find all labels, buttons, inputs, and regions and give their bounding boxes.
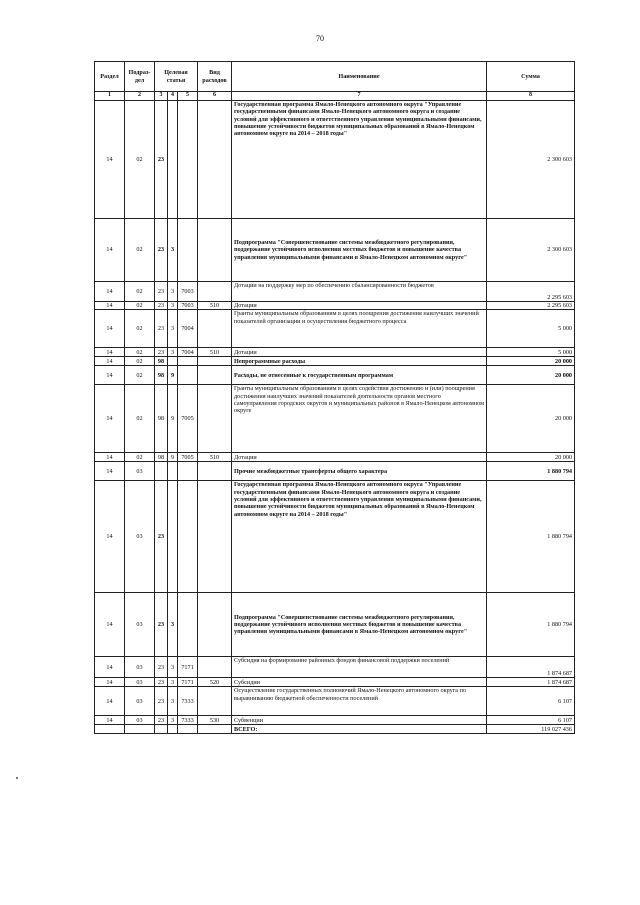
table-row <box>95 678 575 687</box>
amount-cell: 2 295 603 <box>487 302 575 310</box>
subsection-cell: 02 <box>125 366 155 385</box>
name-cell: Государственная программа Ямало-Ненецкого автономного округа "Управление государственными финансами Ямало-Ненецкого автономного округа и создание условий для эффективного и ответственного управления муниципальными финансами, повышение устойчивости бюджетов муниципальных образований в Ямало-Ненецком автономном округе на 2014 – 2018 годы" <box>232 481 487 593</box>
target-subprogram-cell: 3 <box>168 678 178 687</box>
header-expense-type: Вид расходов <box>198 62 232 92</box>
target-direction-cell: 7004 <box>178 348 198 357</box>
empty-cell <box>168 725 178 734</box>
amount-cell: 2 300 603 <box>487 101 575 219</box>
subsection-cell: 03 <box>125 657 155 678</box>
target-direction-cell: 7003 <box>178 302 198 310</box>
subsection-cell: 03 <box>125 593 155 657</box>
amount-cell: 6 107 <box>487 687 575 716</box>
section-cell: 14 <box>95 678 125 687</box>
table-row <box>95 481 575 593</box>
subsection-cell: 03 <box>125 462 155 481</box>
name-cell: Дотации <box>232 453 487 462</box>
section-cell: 14 <box>95 219 125 282</box>
target-subprogram-cell: 3 <box>168 302 178 310</box>
total-row <box>95 725 575 734</box>
subsection-cell: 02 <box>125 348 155 357</box>
header-target-item: Целевая статья <box>155 62 198 92</box>
column-number: 2 <box>125 92 155 101</box>
column-number: 7 <box>232 92 487 101</box>
column-number: 3 <box>155 92 168 101</box>
section-cell: 14 <box>95 453 125 462</box>
target-direction-cell <box>178 219 198 282</box>
total-amount: 119 027 436 <box>487 725 575 734</box>
target-program-cell: 23 <box>155 101 168 219</box>
section-cell: 14 <box>95 101 125 219</box>
target-subprogram-cell <box>168 357 178 366</box>
target-program-cell: 23 <box>155 593 168 657</box>
column-number: 5 <box>178 92 198 101</box>
section-cell: 14 <box>95 357 125 366</box>
target-direction-cell <box>178 357 198 366</box>
expense-type-cell <box>198 310 232 348</box>
target-direction-cell: 7171 <box>178 657 198 678</box>
name-cell: Подпрограмма "Совершенствование системы межбюджетного регулирования, поддержание устойчивого исполнения местных бюджетов и повышение качества управления муниципальными финансами в Ямало-Ненецком автономном округе" <box>232 219 487 282</box>
section-cell: 14 <box>95 302 125 310</box>
subsection-cell: 03 <box>125 716 155 725</box>
section-cell: 14 <box>95 310 125 348</box>
subsection-cell: 02 <box>125 453 155 462</box>
amount-cell: 5 000 <box>487 348 575 357</box>
table-row <box>95 453 575 462</box>
section-cell: 14 <box>95 282 125 302</box>
section-cell: 14 <box>95 348 125 357</box>
target-direction-cell <box>178 366 198 385</box>
name-cell: Гранты муниципальным образованиям в целях поощрения достижения наилучших значений показателей организации и осуществления бюджетного процесса <box>232 310 487 348</box>
expense-type-cell: 520 <box>198 678 232 687</box>
name-cell: Субсидии <box>232 678 487 687</box>
header-subsection: Подраз-дел <box>125 62 155 92</box>
column-number: 1 <box>95 92 125 101</box>
expense-type-cell <box>198 101 232 219</box>
target-program-cell: 98 <box>155 385 168 453</box>
name-cell: Государственная программа Ямало-Ненецкого автономного округа "Управление государственными финансами Ямало-Ненецкого автономного округа и создание условий для эффективного и ответственного управления муниципальными финансами, повышение устойчивости бюджетов муниципальных образований в Ямало-Ненецком автономном округе на 2014 – 2018 годы" <box>232 101 487 219</box>
expense-type-cell <box>198 462 232 481</box>
column-number: 6 <box>198 92 232 101</box>
table-row <box>95 302 575 310</box>
table-row <box>95 593 575 657</box>
empty-cell <box>125 725 155 734</box>
target-program-cell: 23 <box>155 657 168 678</box>
table-header-row <box>95 62 575 92</box>
column-numbers-row <box>95 92 575 101</box>
expense-type-cell <box>198 282 232 302</box>
table-row <box>95 219 575 282</box>
table-row <box>95 348 575 357</box>
target-direction-cell: 7333 <box>178 687 198 716</box>
section-cell: 14 <box>95 366 125 385</box>
target-program-cell: 23 <box>155 282 168 302</box>
target-program-cell: 23 <box>155 310 168 348</box>
expense-type-cell <box>198 219 232 282</box>
column-number: 4 <box>168 92 178 101</box>
expense-type-cell: 510 <box>198 302 232 310</box>
table-row <box>95 687 575 716</box>
total-label: ВСЕГО: <box>232 725 487 734</box>
amount-cell: 1 874 687 <box>487 657 575 678</box>
expense-type-cell <box>198 385 232 453</box>
scan-dot <box>16 777 18 779</box>
target-subprogram-cell: 9 <box>168 366 178 385</box>
column-number: 8 <box>487 92 575 101</box>
empty-cell <box>198 725 232 734</box>
empty-cell <box>155 725 168 734</box>
subsection-cell: 03 <box>125 481 155 593</box>
target-direction-cell: 7003 <box>178 282 198 302</box>
target-program-cell: 98 <box>155 357 168 366</box>
amount-cell: 1 880 794 <box>487 593 575 657</box>
name-cell: Прочие межбюджетные трансферты общего характера <box>232 462 487 481</box>
section-cell: 14 <box>95 716 125 725</box>
budget-table <box>94 61 575 734</box>
target-direction-cell <box>178 462 198 481</box>
target-subprogram-cell: 9 <box>168 453 178 462</box>
amount-cell: 1 874 687 <box>487 678 575 687</box>
subsection-cell: 02 <box>125 357 155 366</box>
amount-cell: 20 000 <box>487 453 575 462</box>
header-section: Раздел <box>95 62 125 92</box>
section-cell: 14 <box>95 593 125 657</box>
name-cell: Субсидия на формирование районных фондов финансовой поддержки поселений <box>232 657 487 678</box>
target-program-cell: 23 <box>155 302 168 310</box>
subsection-cell: 02 <box>125 385 155 453</box>
table-row <box>95 101 575 219</box>
target-subprogram-cell: 3 <box>168 348 178 357</box>
section-cell: 14 <box>95 385 125 453</box>
amount-cell: 2 295 603 <box>487 282 575 302</box>
target-subprogram-cell <box>168 462 178 481</box>
target-direction-cell <box>178 593 198 657</box>
section-cell: 14 <box>95 481 125 593</box>
section-cell: 14 <box>95 462 125 481</box>
table-row <box>95 716 575 725</box>
target-subprogram-cell: 3 <box>168 219 178 282</box>
target-program-cell <box>155 462 168 481</box>
amount-cell: 20 000 <box>487 385 575 453</box>
expense-type-cell: 510 <box>198 453 232 462</box>
table-row <box>95 385 575 453</box>
target-direction-cell: 7005 <box>178 453 198 462</box>
name-cell: Дотации <box>232 348 487 357</box>
table-row <box>95 282 575 302</box>
target-subprogram-cell: 3 <box>168 282 178 302</box>
subsection-cell: 03 <box>125 678 155 687</box>
target-direction-cell: 7004 <box>178 310 198 348</box>
subsection-cell: 02 <box>125 101 155 219</box>
target-direction-cell: 7333 <box>178 716 198 725</box>
table-row <box>95 310 575 348</box>
name-cell: Осуществление государственных полномочий Ямало-Ненецкого автономного округа по выравниванию бюджетной обеспеченности поселений <box>232 687 487 716</box>
name-cell: Гранты муниципальным образованиям в целях содействия достижению и (или) поощрения достижения наилучших значений показателей деятельности органов местного самоуправления городских округов и муниципальных районов в Ямало-Ненецком автономном округе <box>232 385 487 453</box>
table-row <box>95 462 575 481</box>
target-subprogram-cell <box>168 481 178 593</box>
target-subprogram-cell: 3 <box>168 310 178 348</box>
target-program-cell: 23 <box>155 716 168 725</box>
subsection-cell: 02 <box>125 219 155 282</box>
subsection-cell: 02 <box>125 282 155 302</box>
section-cell: 14 <box>95 657 125 678</box>
name-cell: Дотации <box>232 302 487 310</box>
target-direction-cell: 7171 <box>178 678 198 687</box>
target-subprogram-cell: 3 <box>168 593 178 657</box>
header-amount: Сумма <box>487 62 575 92</box>
name-cell: Субвенции <box>232 716 487 725</box>
table-row <box>95 366 575 385</box>
amount-cell: 5 000 <box>487 310 575 348</box>
table-row <box>95 657 575 678</box>
amount-cell: 1 880 794 <box>487 462 575 481</box>
target-subprogram-cell: 3 <box>168 716 178 725</box>
target-subprogram-cell <box>168 101 178 219</box>
header-name: Наименование <box>232 62 487 92</box>
expense-type-cell <box>198 366 232 385</box>
amount-cell: 20 000 <box>487 366 575 385</box>
amount-cell: 2 300 603 <box>487 219 575 282</box>
name-cell: Расходы, не отнесенные к государственным программам <box>232 366 487 385</box>
target-program-cell: 98 <box>155 453 168 462</box>
name-cell: Подпрограмма "Совершенствование системы межбюджетного регулирования, поддержание устойчивого исполнения местных бюджетов и повышение качества управления муниципальными финансами в Ямало-Ненецком автономном округе" <box>232 593 487 657</box>
empty-cell <box>178 725 198 734</box>
subsection-cell: 02 <box>125 310 155 348</box>
page-number: 70 <box>316 34 324 43</box>
expense-type-cell <box>198 657 232 678</box>
expense-type-cell <box>198 481 232 593</box>
target-direction-cell: 7005 <box>178 385 198 453</box>
target-subprogram-cell: 3 <box>168 687 178 716</box>
target-subprogram-cell: 9 <box>168 385 178 453</box>
target-program-cell: 23 <box>155 348 168 357</box>
table-row <box>95 357 575 366</box>
expense-type-cell <box>198 593 232 657</box>
amount-cell: 1 880 794 <box>487 481 575 593</box>
section-cell: 14 <box>95 687 125 716</box>
expense-type-cell: 530 <box>198 716 232 725</box>
target-program-cell: 23 <box>155 481 168 593</box>
name-cell: Дотации на поддержку мер по обеспечению сбалансированности бюджетов <box>232 282 487 302</box>
subsection-cell: 02 <box>125 302 155 310</box>
target-program-cell: 23 <box>155 219 168 282</box>
expense-type-cell: 510 <box>198 348 232 357</box>
expense-type-cell <box>198 357 232 366</box>
target-program-cell: 98 <box>155 366 168 385</box>
target-program-cell: 23 <box>155 678 168 687</box>
target-subprogram-cell: 3 <box>168 657 178 678</box>
amount-cell: 6 107 <box>487 716 575 725</box>
target-direction-cell <box>178 101 198 219</box>
target-program-cell: 23 <box>155 687 168 716</box>
expense-type-cell <box>198 687 232 716</box>
name-cell: Непрограммные расходы <box>232 357 487 366</box>
subsection-cell: 03 <box>125 687 155 716</box>
target-direction-cell <box>178 481 198 593</box>
empty-cell <box>95 725 125 734</box>
amount-cell: 20 000 <box>487 357 575 366</box>
